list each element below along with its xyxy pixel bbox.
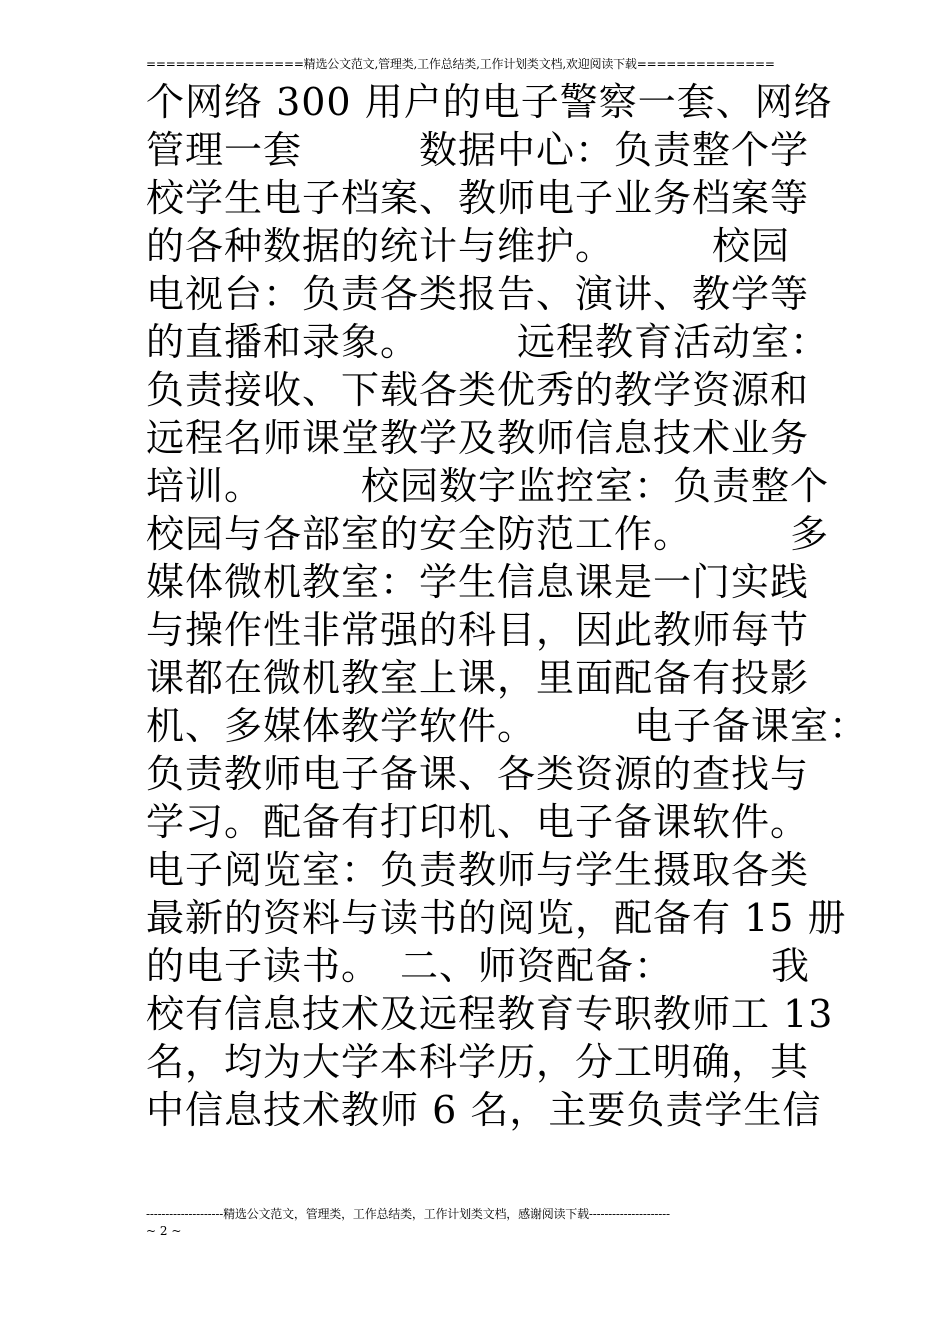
- page-footer: --------------------精选公文范文，管理类，工作总结类，工作计划类文档，感谢阅读下载---------------------: [146, 1207, 670, 1221]
- page-number: ~ 2 ~: [146, 1224, 182, 1238]
- body-line: 的各种数据的统计与维护。 校园: [146, 224, 791, 268]
- body-line: 课都在微机教室上课，里面配备有投影: [146, 656, 810, 700]
- body-line: 的直播和录象。 远程教育活动室：: [146, 320, 830, 364]
- body-line: 个网络 300 用户的电子警察一套、网络: [146, 80, 833, 124]
- body-line: 电子阅览室：负责教师与学生摄取各类: [146, 848, 810, 892]
- body-line: 与操作性非常强的科目，因此教师每节: [146, 608, 810, 652]
- body-line: 远程名师课堂教学及教师信息技术业务: [146, 416, 810, 460]
- body-line: 校学生电子档案、教师电子业务档案等: [146, 176, 810, 220]
- body-line: 的电子读书。 二、师资配备： 我: [146, 944, 811, 988]
- body-line: 校有信息技术及远程教育专职教师工 13: [146, 992, 834, 1036]
- body-line: 学习。配备有打印机、电子备课软件。: [146, 800, 810, 844]
- body-line: 电视台：负责各类报告、演讲、教学等: [146, 272, 810, 316]
- body-line: 负责接收、下载各类优秀的教学资源和: [146, 368, 810, 412]
- body-line: 机、多媒体教学软件。 电子备课室：: [146, 704, 869, 748]
- body-line: 管理一套 数据中心：负责整个学: [146, 128, 810, 172]
- body-line: 媒体微机教室：学生信息课是一门实践: [146, 560, 810, 604]
- page-header: ================精选公文范文,管理类,工作总结类,工作计划类文档,欢迎阅读下载==============: [146, 57, 775, 71]
- body-line: 中信息技术教师 6 名，主要负责学生信: [146, 1088, 822, 1132]
- body-line: 名，均为大学本科学历，分工明确，其: [146, 1040, 810, 1084]
- document-body: [146, 78, 869, 1134]
- body-line: 负责教师电子备课、各类资源的查找与: [146, 752, 810, 796]
- body-line: 最新的资料与读书的阅览，配备有 15 册: [146, 896, 847, 940]
- body-line: 培训。 校园数字监控室：负责整个: [146, 464, 830, 508]
- body-line: 校园与各部室的安全防范工作。 多: [146, 512, 830, 556]
